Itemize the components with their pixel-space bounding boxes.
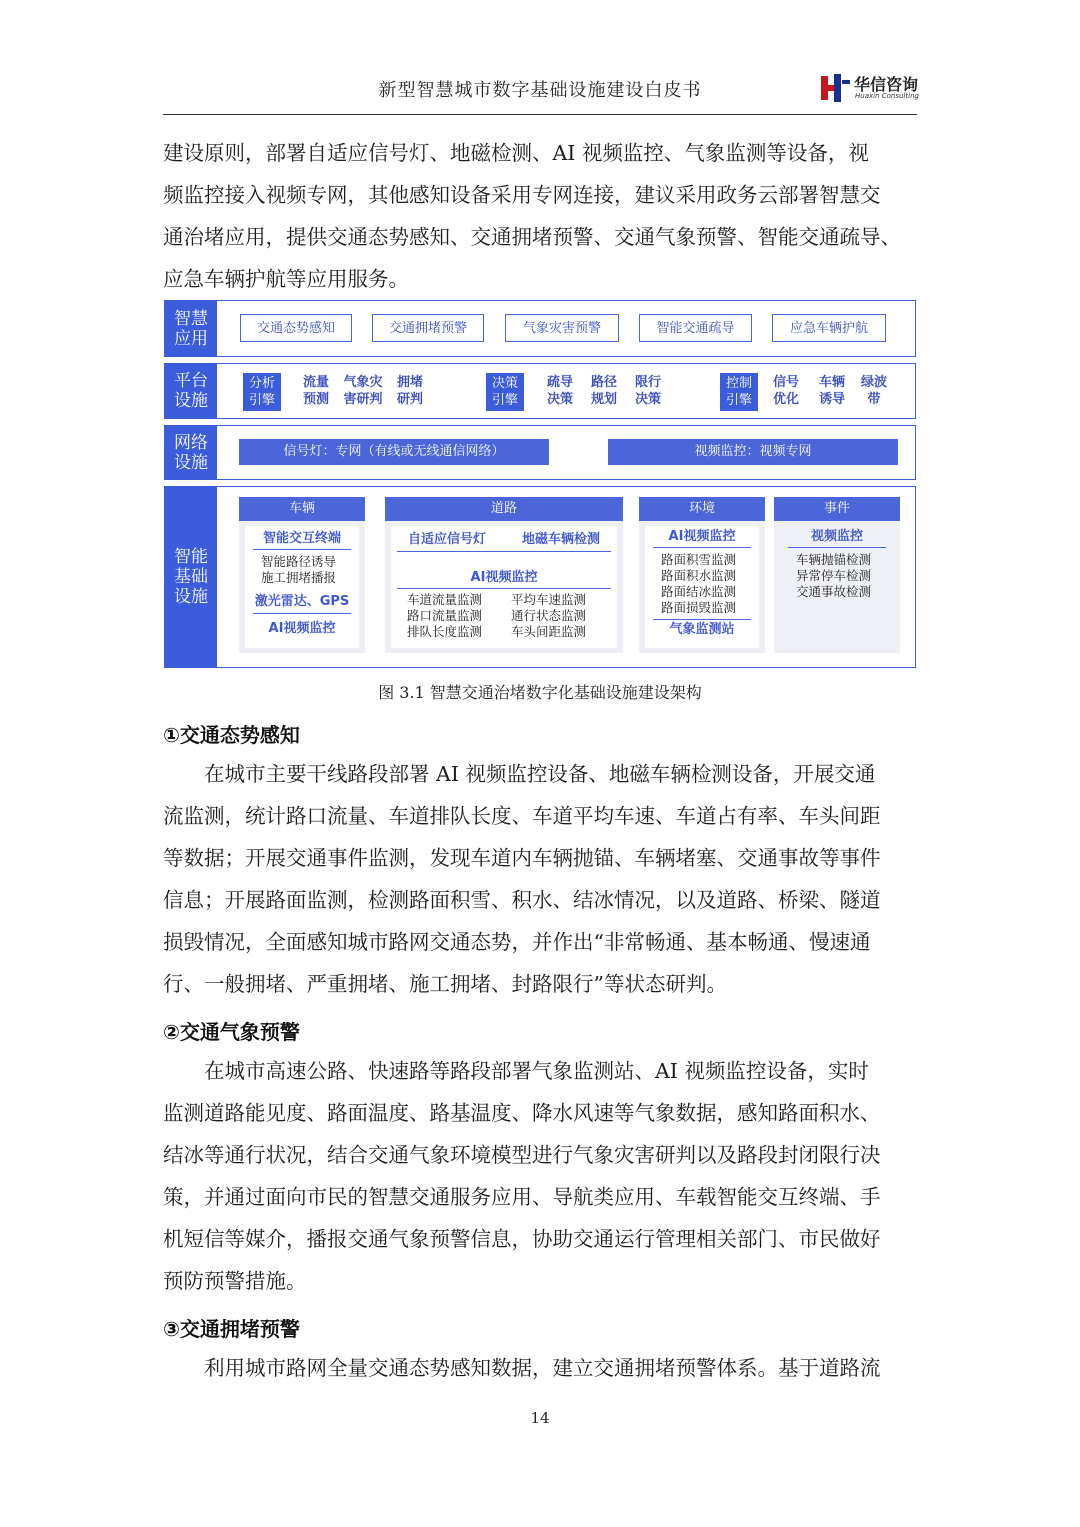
document-header-title: 新型智慧城市数字基础设施建设白皮书 [378, 80, 702, 101]
figure-caption: 图 3.1 智慧交通治堵数字化基础设施建设架构 [378, 683, 702, 702]
platform-item: 限行决策 [634, 375, 661, 407]
device-line: 交通事故检测 [796, 584, 872, 599]
device-line: 施工拥堵播报 [261, 570, 337, 585]
device-line: 车道流量监测 [407, 592, 483, 607]
platform-item: 绿波带 [860, 375, 887, 407]
text-line: 预防预警措施。 [163, 1269, 307, 1293]
platform-item: 车辆诱导 [818, 375, 845, 407]
text-line: 机短信等媒介，播报交通气象预警信息，协助交通运行管理相关部门、市民做好 [163, 1227, 881, 1251]
text-line: 策，并通过面向市民的智慧交通服务应用、导航类应用、车载智能交互终端、手 [163, 1185, 881, 1209]
layer-label: 平台设施 [165, 364, 217, 418]
device-line: 路面积水监测 [661, 568, 737, 583]
column-header: 道路 [385, 497, 623, 521]
text-line: 流监测，统计路口流量、车道排队长度、车道平均车速、车道占有率、车头间距 [163, 804, 881, 828]
section-heading: ①交通态势感知 [163, 723, 300, 747]
intro-paragraph [163, 132, 917, 300]
architecture-diagram [164, 300, 916, 668]
layer-smart-apps [164, 300, 916, 357]
device-title: AI视频监控 [268, 621, 336, 636]
text-line: 在城市高速公路、快速路等路段部署气象监测站、AI 视频监控设备，实时 [204, 1059, 869, 1083]
device-line: 车头间距监测 [511, 624, 587, 639]
text-line: 监测道路能见度、路面温度、路基温度、降水风速等气象数据，感知路面积水、 [163, 1101, 881, 1125]
company-logo [820, 72, 920, 104]
infra-column-vehicle [239, 497, 365, 653]
section-paragraph [163, 1050, 917, 1302]
section-paragraph [163, 1347, 917, 1389]
section-heading: ③交通拥堵预警 [163, 1317, 300, 1341]
text-line: 等数据；开展交通事件监测，发现车道内车辆抛锚、车辆堵塞、交通事故等事件 [163, 846, 881, 870]
device-line: 路面损毁监测 [661, 600, 737, 615]
text-line: 损毁情况，全面感知城市路网交通态势，并作出“非常畅通、基本畅通、慢速通 [163, 930, 871, 954]
platform-item: 拥堵研判 [396, 375, 423, 407]
layer-platform [164, 363, 916, 419]
layer-label: 智慧应用 [165, 301, 217, 356]
logo-text-en: Huaxin Consulting [855, 92, 919, 100]
page-number: 14 [530, 1409, 550, 1427]
column-header: 环境 [639, 497, 765, 521]
device-title: 激光雷达、GPS [254, 594, 350, 609]
text-line: 频监控接入视频专网，其他感知设备采用专网连接，建议采用政务云部署智慧交 [163, 183, 881, 207]
app-item: 交通拥堵预警 [372, 314, 484, 342]
header-rule [163, 114, 917, 115]
network-bar-signal: 信号灯：专网（有线或无线通信网络） [239, 439, 549, 465]
layer-infrastructure [164, 486, 916, 668]
platform-item: 路径规划 [590, 375, 617, 407]
app-item: 交通态势感知 [240, 314, 352, 342]
app-item: 气象灾害预警 [505, 314, 619, 342]
platform-item: 信号优化 [772, 375, 799, 407]
app-item: 智能交通疏导 [639, 314, 752, 342]
device-title: AI视频监控 [470, 570, 538, 585]
huaxin-logo-icon [820, 74, 852, 102]
text-line: 信息；开展路面监测，检测路面积雪、积水、结冰情况，以及道路、桥梁、隧道 [163, 888, 881, 912]
layer-label: 智能基础设施 [165, 487, 217, 667]
text-line: 应急车辆护航等应用服务。 [163, 267, 409, 291]
text-line: 在城市主要干线路段部署 AI 视频监控设备、地磁车辆检测设备，开展交通 [204, 762, 876, 786]
platform-item: 气象灾害研判 [343, 375, 383, 407]
layer-label: 网络设施 [165, 426, 217, 479]
device-line: 异常停车检测 [796, 568, 872, 583]
app-item: 应急车辆护航 [772, 314, 886, 342]
logo-text-cn: 华信咨询 [854, 75, 919, 94]
device-line: 平均车速监测 [511, 592, 587, 607]
layer-network [164, 425, 916, 480]
device-title: AI视频监控 [668, 529, 736, 544]
platform-item: 流量预测 [302, 375, 329, 407]
text-line: 行、一般拥堵、严重拥堵、施工拥堵、封路限行”等状态研判。 [163, 972, 727, 996]
decision-engine-badge: 决策引擎 [486, 373, 524, 411]
device-title: 气象监测站 [669, 622, 735, 637]
infra-column-environment [639, 497, 765, 653]
device-title: 地磁车辆检测 [521, 532, 600, 547]
device-line: 路面积雪监测 [661, 552, 737, 567]
text-line: 结冰等通行状况，结合交通气象环境模型进行气象灾害研判以及路段封闭限行决 [163, 1143, 881, 1167]
device-title: 智能交互终端 [262, 531, 341, 546]
column-header: 事件 [774, 497, 900, 521]
section-heading: ②交通气象预警 [163, 1020, 300, 1044]
device-line: 车辆抛锚检测 [796, 552, 872, 567]
control-engine-badge: 控制引擎 [720, 373, 758, 411]
infra-column-road [385, 497, 623, 653]
device-line: 智能路径诱导 [261, 554, 337, 569]
section-paragraph [163, 753, 917, 1005]
device-line: 通行状态监测 [511, 608, 587, 623]
text-line: 通治堵应用，提供交通态势感知、交通拥堵预警、交通气象预警、智能交通疏导、 [163, 225, 901, 249]
column-header: 车辆 [239, 497, 365, 521]
device-title: 视频监控 [810, 529, 863, 544]
device-line: 路面结冰监测 [661, 584, 737, 599]
device-title: 自适应信号灯 [407, 532, 486, 547]
text-line: 利用城市路网全量交通态势感知数据，建立交通拥堵预警体系。基于道路流 [204, 1356, 881, 1380]
device-line: 排队长度监测 [407, 624, 483, 639]
device-line: 路口流量监测 [407, 608, 483, 623]
network-bar-video: 视频监控：视频专网 [608, 439, 898, 465]
analysis-engine-badge: 分析引擎 [243, 373, 281, 411]
infra-column-event [774, 497, 900, 653]
text-line: 建设原则，部署自适应信号灯、地磁检测、AI 视频监控、气象监测等设备，视 [163, 141, 869, 165]
platform-item: 疏导决策 [546, 375, 573, 407]
